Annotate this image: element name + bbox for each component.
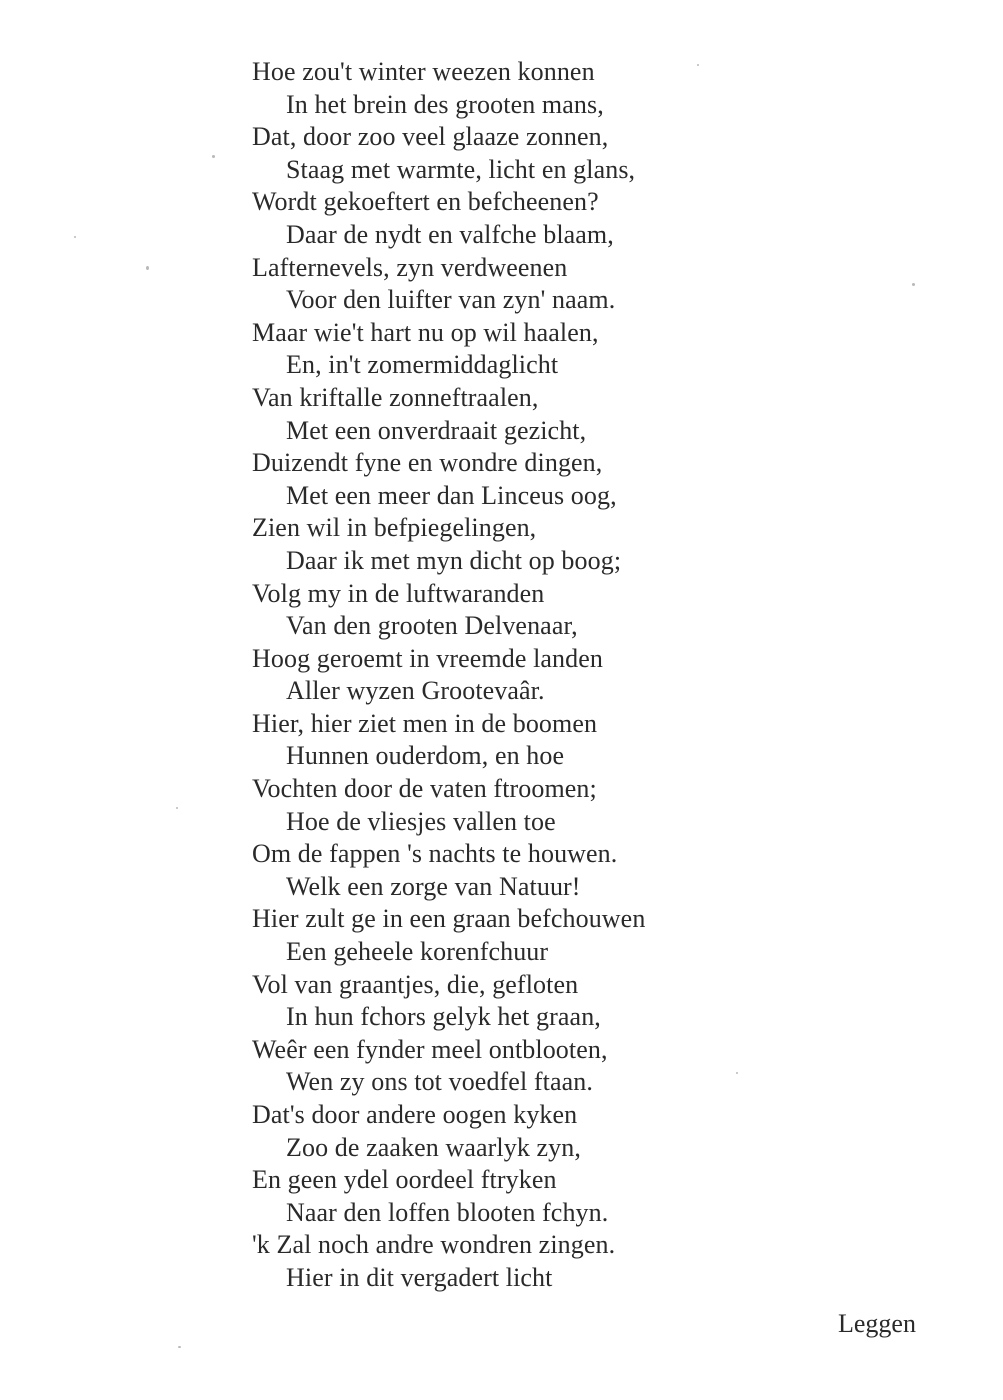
poem-line: Hoog geroemt in vreemde landen <box>252 643 603 673</box>
poem-line: Lafternevels, zyn verdweenen <box>252 252 568 282</box>
poem-line: En geen ydel oordeel ftryken <box>252 1165 557 1195</box>
poem-line: Om de fappen 's nachts te houwen. <box>252 839 618 869</box>
poem-line: Hier in dit vergadert licht <box>286 1262 553 1292</box>
paper-speck <box>74 236 76 238</box>
poem-line: En, in't zomermiddaglicht <box>286 350 559 380</box>
poem-line: Dat, door zoo veel glaaze zonnen, <box>252 122 609 152</box>
poem-line: Vochten door de vaten ftroomen; <box>252 774 597 804</box>
paper-speck <box>176 807 178 809</box>
poem-line: Van kriftalle zonneftraalen, <box>252 382 539 412</box>
poem-line: Hoe zou't winter weezen konnen <box>252 57 595 86</box>
poem-line: Hier zult ge in een graan befchouwen <box>252 904 646 934</box>
poem-line: Wen zy ons tot voedfel ftaan. <box>286 1067 593 1097</box>
paper-speck <box>736 1072 738 1074</box>
poem-line: Hunnen ouderdom, en hoe <box>286 741 565 771</box>
poem-line: In hun fchors gelyk het graan, <box>286 1002 601 1032</box>
poem-line: Volg my in de luftwaranden <box>252 578 545 608</box>
poem-line: Van den grooten Delvenaar, <box>286 611 578 641</box>
poem-line: Staag met warmte, licht en glans, <box>286 154 636 184</box>
poem-line: Wordt gekoeftert en befcheenen? <box>252 187 599 217</box>
poem-line: Met een onverdraait gezicht, <box>286 415 587 445</box>
poem-line: Dat's door andere oogen kyken <box>252 1100 578 1129</box>
poem-line: Duizendt fyne en wondre dingen, <box>252 448 603 478</box>
poem-line: Voor den luifter van zyn' naam. <box>286 285 616 315</box>
paper-speck <box>178 1346 181 1348</box>
poem-line: Weêr een fynder meel ontblooten, <box>252 1034 608 1064</box>
paper-speck <box>146 266 149 270</box>
paper-speck <box>212 155 215 158</box>
poem-line: Hoe de vliesjes vallen toe <box>286 806 556 836</box>
poem-line: Welk een zorge van Natuur! <box>286 871 581 901</box>
poem-line: Aller wyzen Grootevaâr. <box>286 676 545 706</box>
catchword: Leggen <box>838 1309 916 1338</box>
paper-speck <box>912 283 915 286</box>
poem-line: Een geheele korenfchuur <box>286 937 549 967</box>
poem-line: Daar ik met myn dicht op boog; <box>286 545 622 575</box>
paper-speck <box>697 64 699 66</box>
poem-line: Zien wil in befpiegelingen, <box>252 513 537 543</box>
poem-line: Maar wie't hart nu op wil haalen, <box>252 317 599 347</box>
poem-line: Vol van graantjes, die, gefloten <box>252 969 579 999</box>
poem-text <box>252 56 732 1295</box>
poem-line: Naar den loffen blooten fchyn. <box>286 1197 609 1227</box>
poem-line: Daar de nydt en valfche blaam, <box>286 219 614 249</box>
poem-line: Zoo de zaaken waarlyk zyn, <box>286 1132 581 1162</box>
poem-line: Met een meer dan Linceus oog, <box>286 480 617 510</box>
poem-line: 'k Zal noch andre wondren zingen. <box>252 1230 616 1260</box>
poem-line: Hier, hier ziet men in de boomen <box>252 708 598 738</box>
poem-line: In het brein des grooten mans, <box>286 89 604 119</box>
